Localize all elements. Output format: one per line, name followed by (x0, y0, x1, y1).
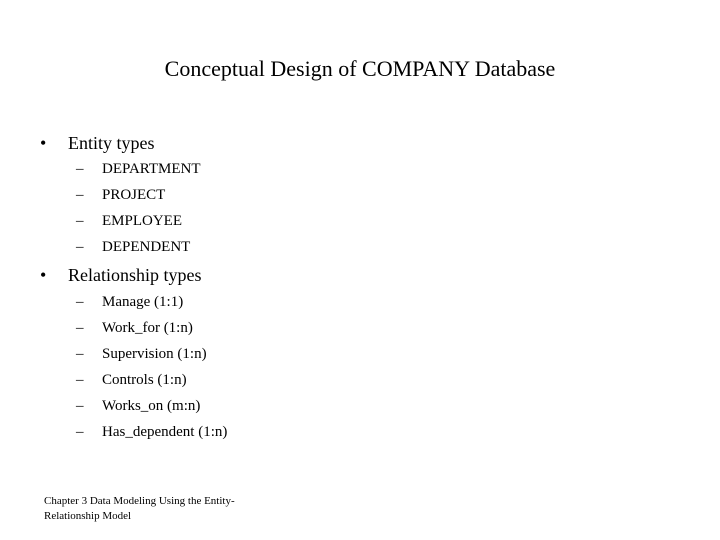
list-item-department (76, 159, 201, 179)
list-item-has-dependent (76, 422, 227, 442)
list-item-label: Work_for (1:n) (102, 320, 193, 336)
bullet-label: Entity types (68, 133, 155, 153)
list-item-works-on (76, 396, 200, 416)
dash-marker: – (76, 161, 84, 177)
list-item-label: Manage (1:1) (102, 294, 184, 310)
list-item-dependent (76, 237, 190, 257)
bullet-entity-types (40, 131, 155, 155)
bullet-marker: • (40, 133, 47, 153)
list-item-employee (76, 211, 182, 231)
list-item-label: DEPENDENT (102, 239, 191, 255)
dash-marker: – (76, 424, 84, 440)
bullet-label: Relationship types (68, 265, 202, 285)
list-item-label: DEPARTMENT (102, 161, 201, 177)
dash-marker: – (76, 239, 84, 255)
dash-marker: – (76, 346, 84, 362)
dash-marker: – (76, 372, 84, 388)
list-item-supervision (76, 344, 207, 364)
list-item-label: Controls (1:n) (102, 372, 187, 388)
slide-title: Conceptual Design of COMPANY Database (164, 56, 556, 81)
dash-marker: – (76, 294, 84, 310)
dash-marker: – (76, 398, 84, 414)
slide-footer: Chapter 3 Data Modeling Using the Entity-Relationship Model (44, 495, 235, 522)
list-item-work-for (76, 318, 193, 338)
list-item-label: Supervision (1:n) (102, 346, 207, 362)
list-item-controls (76, 370, 187, 390)
list-item-project (76, 185, 165, 205)
list-item-label: EMPLOYEE (102, 213, 182, 229)
list-item-manage (76, 292, 183, 312)
bullet-relationship-types (40, 263, 202, 287)
bullet-marker: • (40, 265, 47, 285)
dash-marker: – (76, 213, 84, 229)
dash-marker: – (76, 187, 84, 203)
list-item-label: PROJECT (102, 187, 166, 203)
list-item-label: Has_dependent (1:n) (102, 424, 228, 440)
dash-marker: – (76, 320, 84, 336)
list-item-label: Works_on (m:n) (102, 398, 201, 414)
